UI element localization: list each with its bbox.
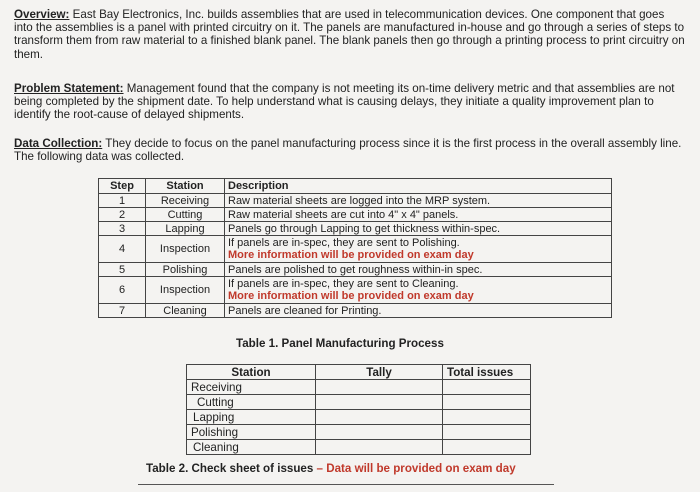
data-collection-paragraph <box>14 137 686 163</box>
station-cell: Polishing <box>187 425 316 440</box>
problem-statement-text: Management found that the company is not meeting its on-time delivery metric and that assemblies are not being completed by the shipment date. To help understand what is causing delays, they initiate a quality improvement plan to identify the root-cause of delayed shipments. <box>14 82 675 122</box>
step-cell: 1 <box>99 194 146 208</box>
station-cell: Cutting <box>187 395 316 410</box>
problem-statement-heading: Problem Statement: <box>14 82 124 95</box>
tally-cell <box>316 395 443 410</box>
data-collection-text: They decide to focus on the panel manufacturing process since it is the first process in the overall assembly line. The following data was collected. <box>14 137 682 164</box>
tally-cell <box>316 440 443 455</box>
table-row <box>99 236 612 263</box>
station-cell: Lapping <box>146 222 225 236</box>
table-row <box>99 194 612 208</box>
exam-day-note: More information will be provided on exam day <box>228 249 474 261</box>
description-cell: Raw material sheets are cut into 4" x 4" panels. <box>225 208 612 222</box>
table2-caption-note: Data will be provided on exam day <box>326 462 516 475</box>
step-cell: 6 <box>99 277 146 304</box>
table-row <box>187 410 531 425</box>
table1-header-station: Station <box>146 179 225 194</box>
table1-caption: Table 1. Panel Manufacturing Process <box>236 337 444 350</box>
station-cell: Cleaning <box>146 304 225 318</box>
table-row <box>99 263 612 277</box>
table2-caption <box>146 462 516 475</box>
description-cell <box>225 236 612 263</box>
station-cell: Inspection <box>146 236 225 263</box>
table1-header-step: Step <box>99 179 146 194</box>
description-cell <box>225 277 612 304</box>
table-row <box>187 425 531 440</box>
overview-heading: Overview: <box>14 8 70 21</box>
table-row <box>99 277 612 304</box>
station-cell: Cutting <box>146 208 225 222</box>
description-text: If panels are in-spec, they are sent to Polishing. <box>228 237 460 249</box>
table2-header-station: Station <box>187 365 316 380</box>
table2-header-total-issues: Total issues <box>443 365 531 380</box>
total-issues-cell <box>443 380 531 395</box>
table-row <box>99 208 612 222</box>
bottom-divider <box>138 484 554 485</box>
step-cell: 3 <box>99 222 146 236</box>
table-row <box>99 222 612 236</box>
check-sheet-table <box>186 364 531 455</box>
overview-paragraph <box>14 8 686 61</box>
station-cell: Cleaning <box>187 440 316 455</box>
table2-header-tally: Tally <box>316 365 443 380</box>
problem-statement-paragraph <box>14 82 686 122</box>
station-cell: Inspection <box>146 277 225 304</box>
table2-caption-main: Table 2. Check sheet of issues <box>146 462 314 475</box>
description-cell: Panels are polished to get roughness within-in spec. <box>225 263 612 277</box>
panel-manufacturing-table <box>98 178 612 318</box>
table2-caption-separator: – <box>313 462 327 475</box>
station-cell: Receiving <box>187 380 316 395</box>
table2-header-row <box>187 365 531 380</box>
table1-header-row <box>99 179 612 194</box>
description-text: If panels are in-spec, they are sent to Cleaning. <box>228 278 459 290</box>
table-row <box>187 395 531 410</box>
station-cell: Lapping <box>187 410 316 425</box>
tally-cell <box>316 380 443 395</box>
description-cell: Panels are cleaned for Printing. <box>225 304 612 318</box>
description-cell: Panels go through Lapping to get thickness within-spec. <box>225 222 612 236</box>
step-cell: 4 <box>99 236 146 263</box>
overview-text: East Bay Electronics, Inc. builds assemblies that are used in telecommunication devices. One component that goes into the assemblies is a panel with printed circuitry on it. The panels are manufactured in-house and go through a series of steps to transform them from raw material to a finished blank panel. The blank panels then go through a printing process to print circuitry on them. <box>14 8 685 61</box>
tally-cell <box>316 425 443 440</box>
total-issues-cell <box>443 425 531 440</box>
total-issues-cell <box>443 440 531 455</box>
table-row <box>187 440 531 455</box>
total-issues-cell <box>443 410 531 425</box>
data-collection-heading: Data Collection: <box>14 137 103 150</box>
tally-cell <box>316 410 443 425</box>
step-cell: 2 <box>99 208 146 222</box>
station-cell: Polishing <box>146 263 225 277</box>
exam-day-note: More information will be provided on exam day <box>228 290 474 302</box>
total-issues-cell <box>443 395 531 410</box>
station-cell: Receiving <box>146 194 225 208</box>
table-row <box>99 304 612 318</box>
table1-header-description: Description <box>225 179 612 194</box>
step-cell: 5 <box>99 263 146 277</box>
step-cell: 7 <box>99 304 146 318</box>
table-row <box>187 380 531 395</box>
description-cell: Raw material sheets are logged into the MRP system. <box>225 194 612 208</box>
